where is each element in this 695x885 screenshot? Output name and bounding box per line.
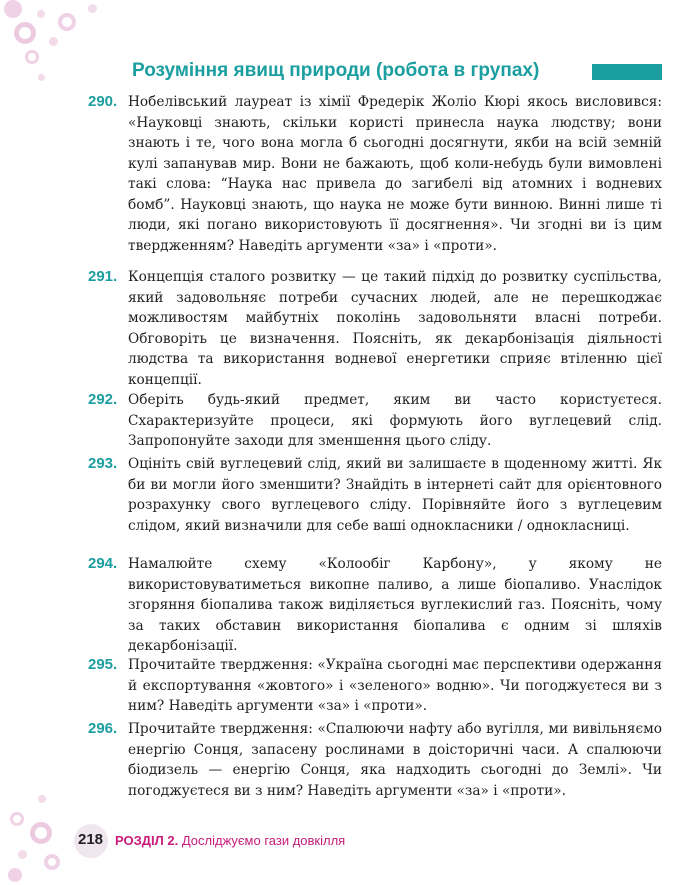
task-number: 290. bbox=[88, 93, 118, 110]
task-296 bbox=[88, 719, 662, 801]
page-number: 218 bbox=[78, 831, 104, 848]
decor-circle bbox=[49, 37, 58, 46]
running-footer bbox=[115, 833, 345, 848]
decor-circle bbox=[38, 795, 46, 803]
decor-circle bbox=[25, 50, 39, 64]
task-number: 295. bbox=[88, 656, 118, 673]
task-number: 291. bbox=[88, 268, 118, 285]
decor-circle bbox=[30, 822, 52, 844]
decor-circle bbox=[4, 0, 22, 18]
decor-circle bbox=[44, 854, 60, 870]
task-text: Нобелівський лауреат із хімії Фредерік Жоліо Кюрі якось висловився: «Науковці знають, скільки користі принесла наука людству; вони знають і те, чого вона могла б сьогодні досягнути, якби на всій земній кулі запанував мир. Вони не бажають, щоб коли-небудь були вимовлені такі слова: “Наука нас привела до загибелі від атомних і водневих бомб”. Науковці знають, що наука не може бути винною. Винні лише ті люди, які погано використовують її досягнення». Чи згодні ви із цим твердженням? Наведіть аргументи «за» і «проти». bbox=[128, 94, 662, 254]
task-293 bbox=[88, 454, 662, 536]
decor-circle bbox=[8, 868, 22, 882]
decor-circle bbox=[88, 4, 97, 13]
title-accent-bar bbox=[592, 64, 662, 80]
footer-chapter-title: Досліджуємо гази довкілля bbox=[181, 833, 346, 848]
decor-circle bbox=[18, 850, 27, 859]
decor-circle bbox=[38, 74, 45, 81]
task-number: 293. bbox=[88, 455, 118, 472]
task-number: 294. bbox=[88, 555, 118, 572]
task-number: 292. bbox=[88, 391, 118, 408]
task-text: Оберіть будь-який предмет, яким ви часто користуєтеся. Схарактеризуйте процеси, які формують його вуглецевий слід. Запропонуйте заходи для зменшення цього сліду. bbox=[128, 392, 662, 449]
task-291 bbox=[88, 267, 662, 390]
decor-circle bbox=[14, 22, 36, 44]
task-295 bbox=[88, 655, 662, 717]
task-292 bbox=[88, 390, 662, 452]
task-290 bbox=[88, 92, 662, 256]
section-title: Розуміння явищ природи (робота в групах) bbox=[132, 60, 540, 81]
task-294 bbox=[88, 554, 662, 657]
task-text: Прочитайте твердження: «Спалюючи нафту або вугілля, ми вивільняємо енергію Сонця, запасену рослинами в доісторичні часи. А спалюючи біодизель — енергію Сонця, яка надходить сьогодні до Землі». Чи погоджуєтеся ви з ним? Наведіть аргументи «за» і «проти». bbox=[128, 721, 662, 799]
task-text: Концепція сталого розвитку — це такий підхід до розвитку суспільства, який задовольняє потреби сучасних людей, але не перешкоджає можливостям майбутніх поколінь задовольняти власні потреби. Обговоріть це визначення. Поясніть, як декарбонізація діяльності людства та використання водневої енергетики сприяє втіленню цієї концепції. bbox=[128, 269, 662, 388]
task-text: Прочитайте твердження: «Україна сьогодні має перспективи одержання й експортування «жовтого» і «зеленого» водню». Чи погоджуєтеся ви з ним? Наведіть аргументи «за» і «проти». bbox=[128, 657, 662, 714]
task-text: Оцініть свій вуглецевий слід, який ви залишаєте в щоденному житті. Як би ви могли його зменшити? Знайдіть в інтернеті сайт для орієнтовного розрахунку свого вуглецевого сліду. Порівняйте його з вуглецевим слідом, який визначили для себе ваші однокласники / однокласниці. bbox=[128, 456, 662, 534]
decor-circle bbox=[58, 13, 76, 31]
task-text: Намалюйте схему «Колообіг Карбону», у якому не використовуватиметься викопне паливо, а лише біопаливо. Унаслідок згоряння біопалива також виділяється вуглекислий газ. Поясніть, чому за таких обставин використання біопалива є одним зі шляхів декарбонізації. bbox=[128, 556, 662, 654]
footer-chapter: РОЗДІЛ 2. bbox=[115, 833, 179, 848]
decor-circle bbox=[10, 812, 24, 826]
task-number: 296. bbox=[88, 720, 118, 737]
decor-circle bbox=[37, 10, 45, 18]
